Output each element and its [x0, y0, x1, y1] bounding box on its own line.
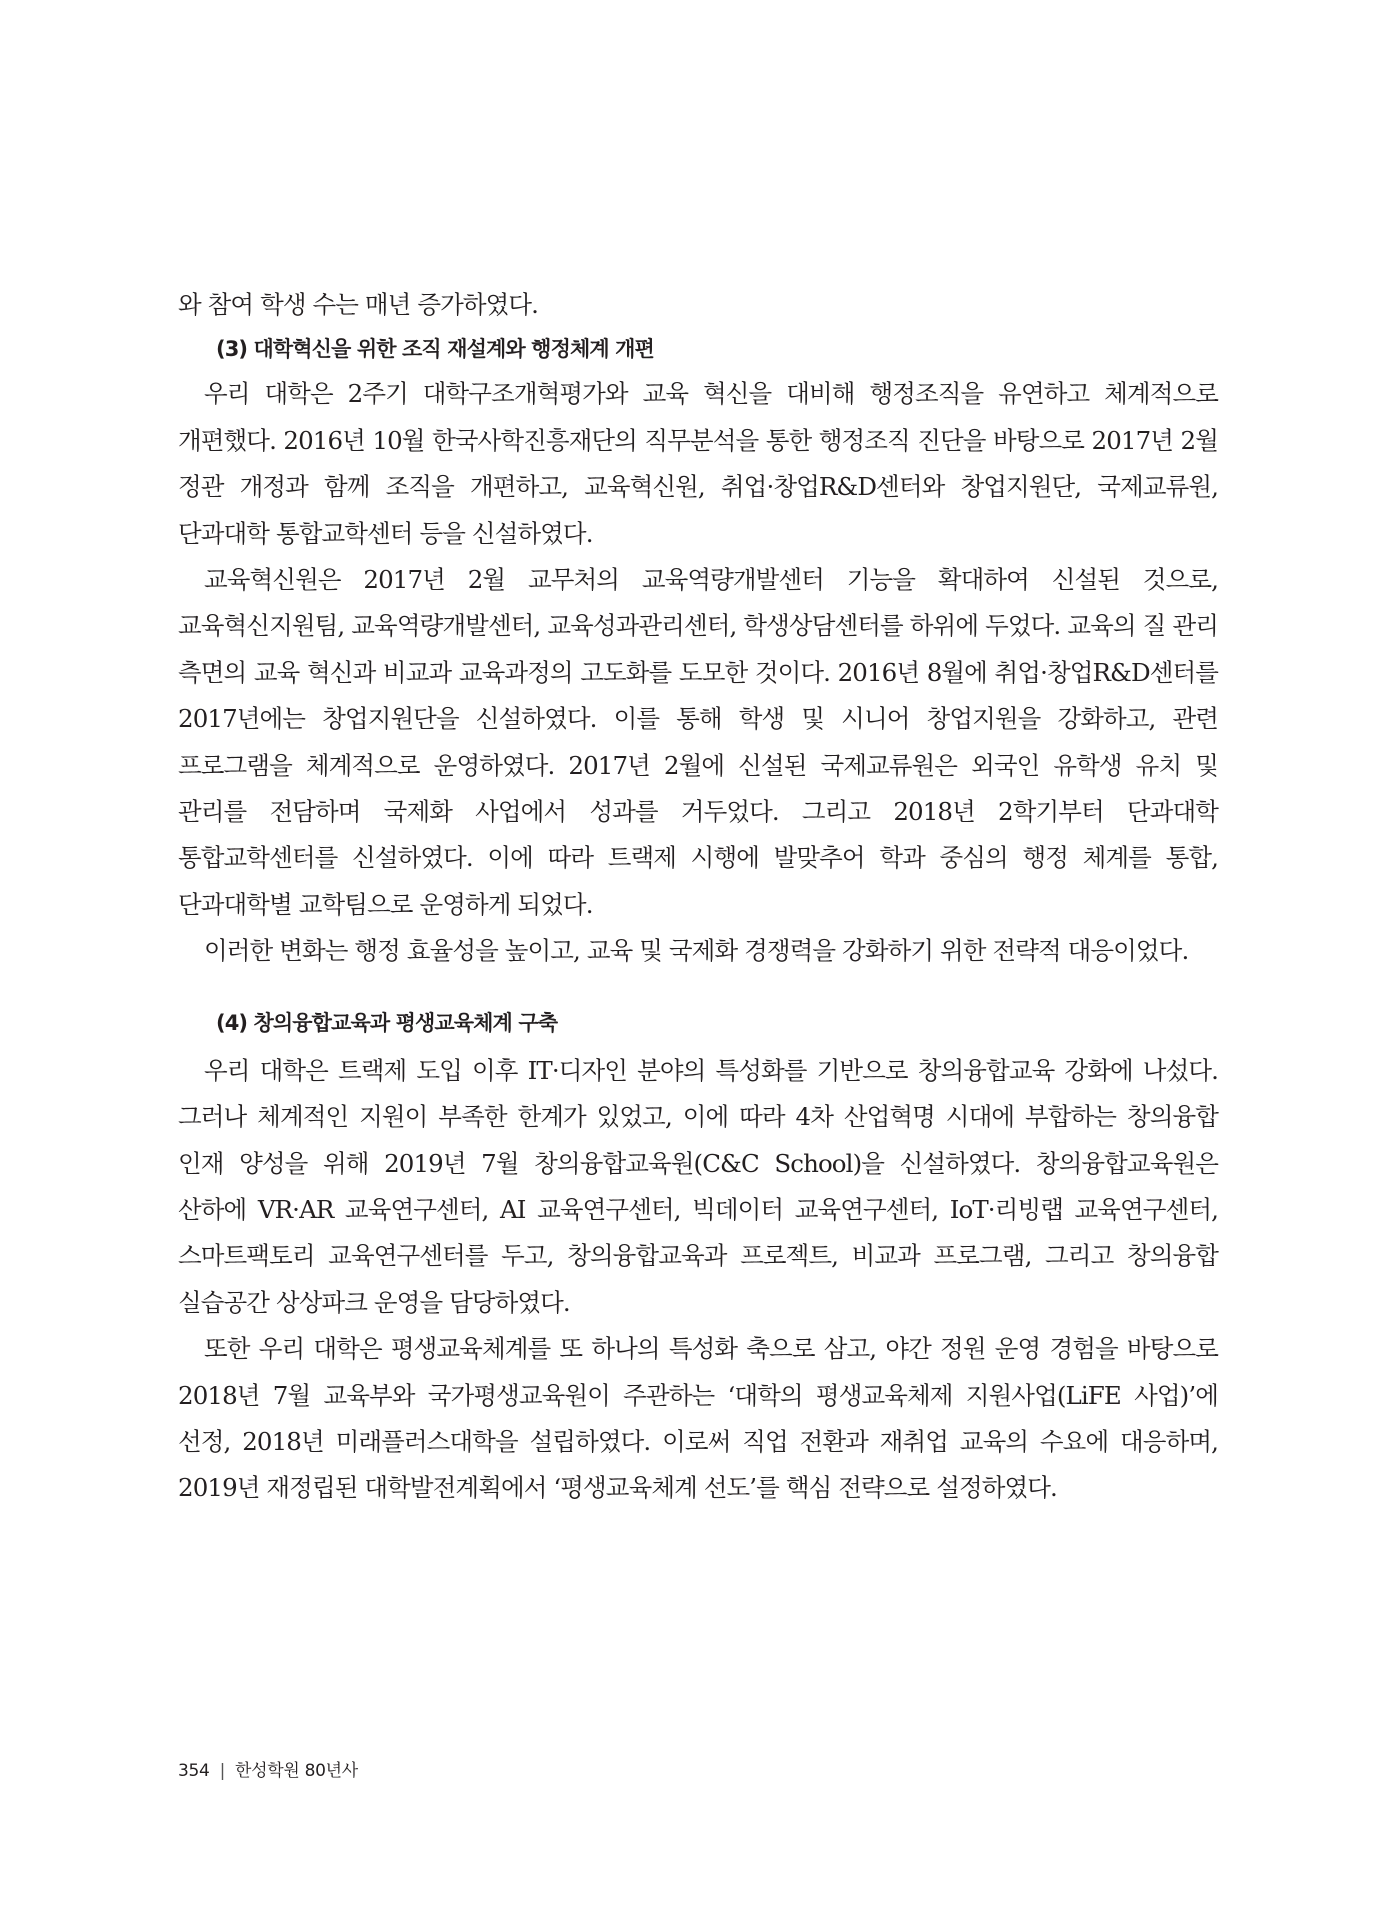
paragraph-summary: 이러한 변화는 행정 효율성을 높이고, 교육 및 국제화 경쟁력을 강화하기 위한 전략적 대응이었다.	[204, 936, 1189, 966]
footer-separator: |	[219, 1761, 225, 1781]
paragraph-continued: 와 참여 학생 수는 매년 증가하였다.	[178, 290, 539, 319]
section-heading-4: (4) 창의융합교육과 평생교육체계 구축	[216, 1010, 558, 1035]
page-footer	[178, 1756, 358, 1781]
body-text	[178, 282, 1218, 1512]
section-heading-3: (3) 대학혁신을 위한 조직 재설계와 행정체계 개편	[216, 337, 654, 362]
book-title: 한성학원 80년사	[235, 1761, 358, 1781]
paragraph-org-restructure: 우리 대학은 2주기 대학구조개혁평가와 교육 혁신을 대비해 행정조직을 유연하고 체계적으로 개편했다. 2016년 10월 한국사학진흥재단의 직무분석을 통한 행정조직 진단을 바탕으로 2017년 2월 정관 개정과 함께 조직을 개편하고, 교육혁신원, 취업·창업R&D센터와 창업지원단, 국제교류원, 단과대학 통합교학센터 등을 신설하였다.	[178, 379, 1218, 548]
paragraph-creative-convergence: 우리 대학은 트랙제 도입 이후 IT·디자인 분야의 특성화를 기반으로 창의융합교육 강화에 나섰다. 그러나 체계적인 지원이 부족한 한계가 있었고, 이에 따라 4차 산업혁명 시대에 부합하는 창의융합 인재 양성을 위해 2019년 7월 창의융합교육원(C&C School)을 신설하였다. 창의융합교육원은 산하에 VR·AR 교육연구센터, AI 교육연구센터, 빅데이터 교육연구센터, IoT·리빙랩 교육연구센터, 스마트팩토리 교육연구센터를 두고, 창의융합교육과 프로젝트, 비교과 프로그램, 그리고 창의융합 실습공간 상상파크 운영을 담당하였다.	[178, 1055, 1218, 1317]
paragraph-lifelong-education: 또한 우리 대학은 평생교육체계를 또 하나의 특성화 축으로 삼고, 야간 정원 운영 경험을 바탕으로 2018년 7월 교육부와 국가평생교육원이 주관하는 ‘대학의 평생교육체제 지원사업(LiFE 사업)’에 선정, 2018년 미래플러스대학을 설립하였다. 이로써 직업 전환과 재취업 교육의 수요에 대응하며, 2019년 재정립된 대학발전계획에서 ‘평생교육체계 선도’를 핵심 전략으로 설정하였다.	[178, 1334, 1218, 1503]
page-number: 354	[178, 1761, 210, 1781]
paragraph-education-innovation-institute: 교육혁신원은 2017년 2월 교무처의 교육역량개발센터 기능을 확대하여 신설된 것으로, 교육혁신지원팀, 교육역량개발센터, 교육성과관리센터, 학생상담센터를 하위에 두었다. 교육의 질 관리 측면의 교육 혁신과 비교과 교육과정의 고도화를 도모한 것이다. 2016년 8월에 취업·창업R&D센터를 2017년에는 창업지원단을 신설하였다. 이를 통해 학생 및 시니어 창업지원을 강화하고, 관련 프로그램을 체계적으로 운영하였다. 2017년 2월에 신설된 국제교류원은 외국인 유학생 유치 및 관리를 전담하며 국제화 사업에서 성과를 거두었다. 그리고 2018년 2학기부터 단과대학 통합교학센터를 신설하였다. 이에 따라 트랙제 시행에 발맞추어 학과 중심의 행정 체계를 통합, 단과대학별 교학팀으로 운영하게 되었다.	[178, 565, 1218, 919]
